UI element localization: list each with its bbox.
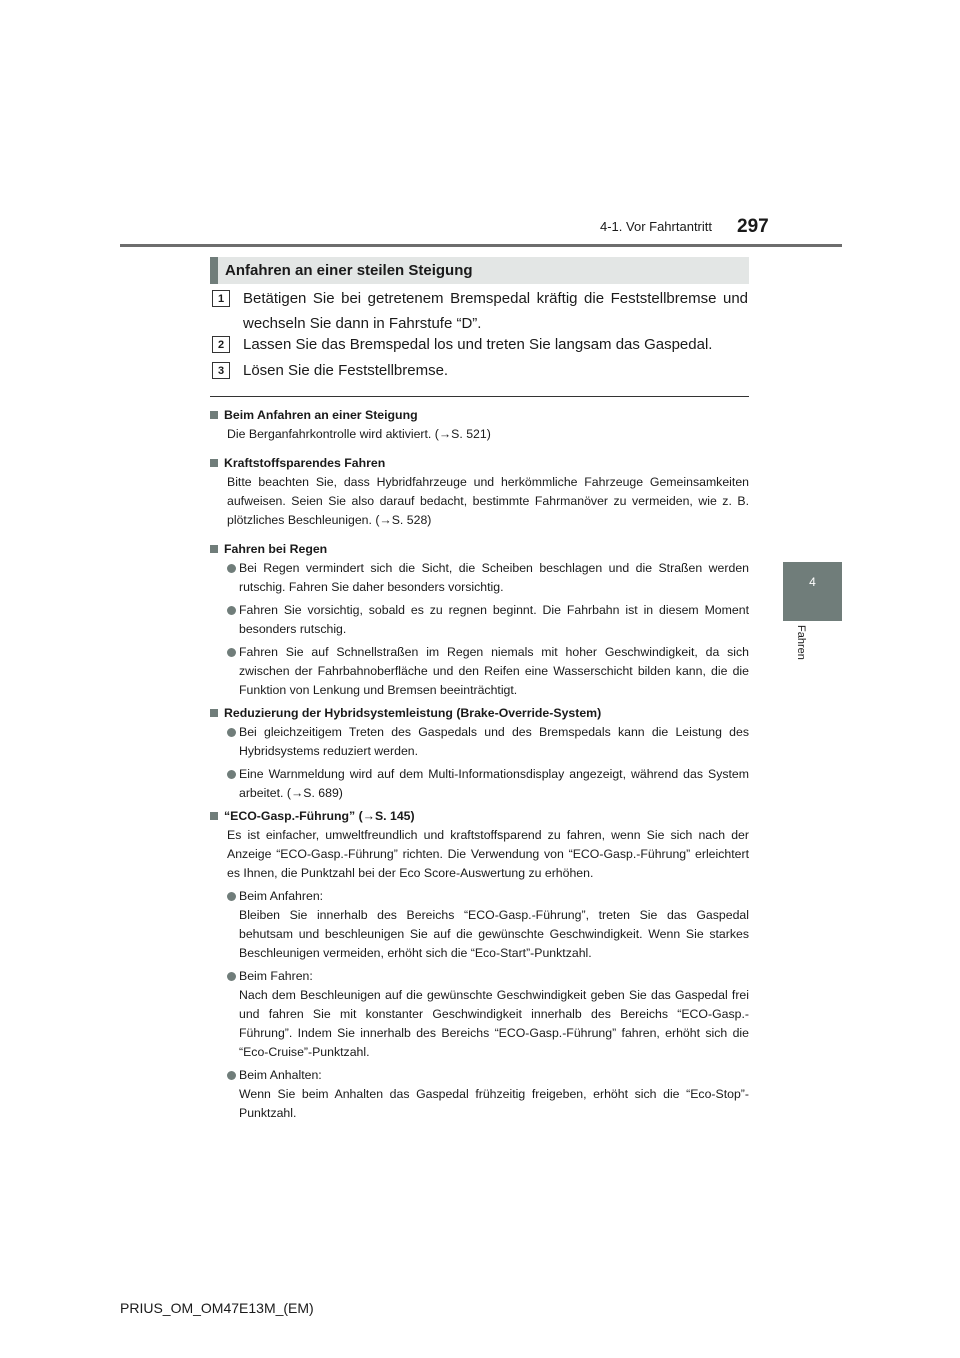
step-number-3: 3	[212, 362, 230, 379]
note-heading: Kraftstoffsparendes Fahren	[210, 454, 749, 473]
round-bullet-icon	[227, 770, 236, 779]
step-text-2: Lassen Sie das Bremspedal los und treten Sie langsam das Gaspedal.	[243, 336, 713, 353]
bullet-item: Beim Anfahren: Bleiben Sie innerhalb des Bereichs “ECO-Gasp.-Führung”, treten Sie das Gaspedal behutsam und beschleunigen Sie auf die gewünschte Geschwindigkeit. Wenn Sie starkes Beschleunigen vermeiden, erhöht sich die “Eco-Start”-Punktzahl.	[210, 887, 749, 963]
round-bullet-icon	[227, 892, 236, 901]
bullet-item: Eine Warnmeldung wird auf dem Multi-Informationsdisplay angezeigt, während das System arbeitet. (→S. 689)	[210, 765, 749, 803]
square-bullet-icon	[210, 812, 218, 820]
round-bullet-icon	[227, 972, 236, 981]
round-bullet-icon	[227, 606, 236, 615]
note-text: Die Berganfahrkontrolle wird aktiviert. (→S. 521)	[227, 427, 491, 441]
header-rule	[120, 244, 842, 247]
step-text-3: Lösen Sie die Feststellbremse.	[243, 362, 449, 379]
footer-doc-id: PRIUS_OM_OM47E13M_(EM)	[120, 1300, 314, 1316]
note-heading: Beim Anfahren an einer Steigung	[210, 406, 749, 425]
box-header	[210, 257, 749, 284]
chapter-number: 4	[809, 575, 816, 589]
bullet-item: Beim Anhalten: Wenn Sie beim Anhalten das Gaspedal frühzeitig freigeben, erhöht sich die “Eco-Stop”-Punktzahl.	[210, 1066, 749, 1123]
chapter-tab	[783, 562, 842, 621]
step-text-1: Betätigen Sie bei getretenem Bremspedal kräftig die Feststellbremse und wechseln Sie dann in Fahrstufe “D”.	[243, 290, 748, 332]
notes-section	[210, 406, 749, 1127]
bullet-item: Bei gleichzeitigem Treten des Gaspedals und des Bremspedals kann die Leistung des Hybridsystems reduziert werden.	[210, 723, 749, 761]
round-bullet-icon	[227, 1071, 236, 1080]
bullet-item: Bei Regen vermindert sich die Sicht, die Scheiben beschlagen und die Straßen werden rutschig. Fahren Sie daher besonders vorsichtig.	[210, 559, 749, 597]
chapter-label: Fahren	[795, 625, 807, 660]
square-bullet-icon	[210, 545, 218, 553]
square-bullet-icon	[210, 459, 218, 467]
step-number-2: 2	[212, 336, 230, 353]
box-bottom-rule	[210, 396, 749, 397]
round-bullet-icon	[227, 648, 236, 657]
bullet-item: Fahren Sie auf Schnellstraßen im Regen niemals mit hoher Geschwindigkeit, da sich zwischen der Fahrbahnoberfläche und den Reifen eine Wasserschicht bilden kann, die die Funktion von Lenkung und Bremsen beeinträchtigt.	[210, 643, 749, 700]
note-heading: Fahren bei Regen	[210, 540, 749, 559]
note-text: Es ist einfacher, umweltfreundlich und kraftstoffsparend zu fahren, wenn Sie sich nach der Anzeige “ECO-Gasp.-Führung” richten. Die Verwendung von “ECO-Gasp.-Führung” erleichtert es Ihnen, die Punktzahl bei der Eco Score-Auswertung zu erhöhen.	[227, 828, 749, 880]
square-bullet-icon	[210, 411, 218, 419]
note-heading: Reduzierung der Hybridsystemleistung (Brake-Override-System)	[210, 704, 749, 723]
square-bullet-icon	[210, 709, 218, 717]
box-title: Anfahren an einer steilen Steigung	[225, 262, 473, 279]
bullet-item: Beim Fahren: Nach dem Beschleunigen auf die gewünschte Geschwindigkeit geben Sie das Gaspedal frei und fahren Sie mit konstanter Geschwindigkeit innerhalb des Bereichs “ECO-Gasp.-Führung”. Indem Sie innerhalb des Bereichs “ECO-Gasp.-Führung” fahren, erhöht sich die “Eco-Cruise”-Punktzahl.	[210, 967, 749, 1062]
round-bullet-icon	[227, 564, 236, 573]
note-text: Bitte beachten Sie, dass Hybridfahrzeuge und herkömmliche Fahrzeuge Gemeinsamkeiten aufweisen. Seien Sie also darauf bedacht, bestimmte Fahrmanöver zu vermeiden, wie z. B. plötzliches Beschleunigen. (→S. 528)	[227, 475, 749, 527]
note-heading: “ECO-Gasp.-Führung” (→S. 145)	[210, 807, 749, 826]
page-number: 297	[737, 216, 769, 237]
bullet-item: Fahren Sie vorsichtig, sobald es zu regnen beginnt. Die Fahrbahn ist in diesem Moment besonders rutschig.	[210, 601, 749, 639]
step-number-1: 1	[212, 290, 230, 307]
section-title: 4-1. Vor Fahrtantritt	[600, 219, 712, 234]
box-header-accent	[210, 257, 218, 284]
round-bullet-icon	[227, 728, 236, 737]
